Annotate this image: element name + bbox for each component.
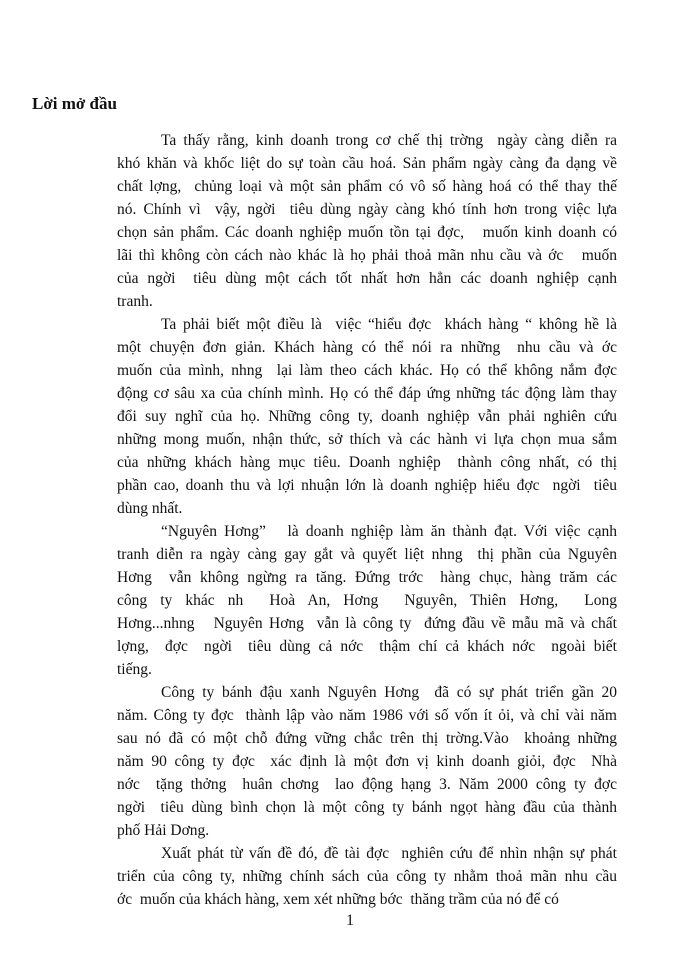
text-line: nớc tặng thởng huân chơng lao động hạng 3. Năm 2000 công ty đợc [117,776,617,793]
text-line: chọn sản phẩm. Các doanh nghiệp muốn tồn tại đợc, muốn kinh doanh có [117,224,617,241]
text-line: muốn của mình, nhng lại làm theo cách khác. Họ có thể không nắm đợc [117,362,617,379]
text-line: Ta phải biết một điều là việc “hiểu đợc khách hàng “ không hề là [161,316,617,333]
text-line: Hơng...nhng Nguyên Hơng vẫn là công ty đứng đầu về mẫu mã và chất [117,615,617,632]
text-line: của ngời tiêu dùng một cách tốt nhất hơn hẳn các doanh nghiệp cạnh [117,270,617,287]
text-line: Ta thấy rằng, kinh doanh trong cơ chế thị trờng ngày càng diễn ra [161,132,617,149]
text-line: phần cao, doanh thu và lợi nhuận lớn là doanh nghiệp hiểu đợc ngời tiêu [117,477,617,494]
page-number: 1 [346,912,354,929]
text-line: lợng, đợc ngời tiêu dùng cả nớc thậm chí cả khách nớc ngoài biết [117,638,617,655]
text-line: dùng nhất. [117,500,183,517]
text-line: “Nguyên Hơng” là doanh nghiệp làm ăn thành đạt. Với việc cạnh [161,523,617,540]
body-text [117,129,617,911]
text-line: tranh diễn ra ngày càng gay gắt và quyết liệt nhng thị phần của Nguyên [117,546,617,563]
text-line: triển của công ty, những chính sách của công ty nhằm thoả mãn nhu cầu [117,868,617,885]
text-line: tiếng. [117,661,152,678]
text-line: sau nó đã có một chỗ đứng vững chắc trên thị trờng.Vào khoảng những [117,730,617,747]
text-line: Công ty bánh đậu xanh Nguyên Hơng đã có sự phát triển gần 20 [161,684,617,701]
text-line: động cơ sâu xa của chính mình. Họ có thể đáp ứng những tác động làm thay [117,385,617,402]
text-line: phố Hải Dơng. [117,822,210,839]
text-line: đổi suy nghĩ của họ. Những công ty, doanh nghiệp vẫn phải nghiên cứu [117,408,617,425]
text-line: năm. Công ty đợc thành lập vào năm 1986 với số vốn ít ỏi, và chỉ vài năm [117,707,617,724]
text-line: ớc muốn của khách hàng, xem xét những bớc thăng trầm của nó để có [117,891,559,908]
text-line: ngời tiêu dùng bình chọn là một công ty bánh ngọt hàng đầu của thành [117,799,617,816]
text-line: nó. Chính vì vậy, ngời tiêu dùng ngày càng khó tính hơn trong việc lựa [117,201,617,218]
text-line: một chuyện đơn giản. Khách hàng có thể nói ra những nhu cầu và ớc [117,339,617,356]
text-line: của những khách hàng mục tiêu. Doanh nghiệp thành công nhất, có thị [117,454,617,471]
text-line: tranh. [117,293,153,310]
text-line: Hơng vẫn không ngừng ra tăng. Đứng trớc hàng chục, hàng trăm các [117,569,617,586]
text-line: chất lợng, chủng loại và một sản phẩm có vô số hàng hoá có thể thay thế [117,178,617,195]
text-line: những mong muốn, nhận thức, sở thích và các hành vi lựa chọn mua sắm [117,431,617,448]
text-line: lãi thì không còn cách nào khác là họ phải thoả mãn nhu cầu và ớc muốn [117,247,617,264]
text-line: khó khăn và khốc liệt do sự toàn cầu hoá. Sản phẩm ngày càng đa dạng về [117,155,617,172]
text-line: năm 90 công ty đợc xác định là một đơn vị kinh doanh giỏi, đợc Nhà [117,753,617,770]
text-line: công ty khác nh Hoà An, Hơng Nguyên, Thiên Hơng, Long [117,592,617,609]
page-heading: Lời mở đầu [32,94,117,113]
text-line: Xuất phát từ vấn đề đó, đề tài đợc nghiên cứu để nhìn nhận sự phát [161,845,617,862]
